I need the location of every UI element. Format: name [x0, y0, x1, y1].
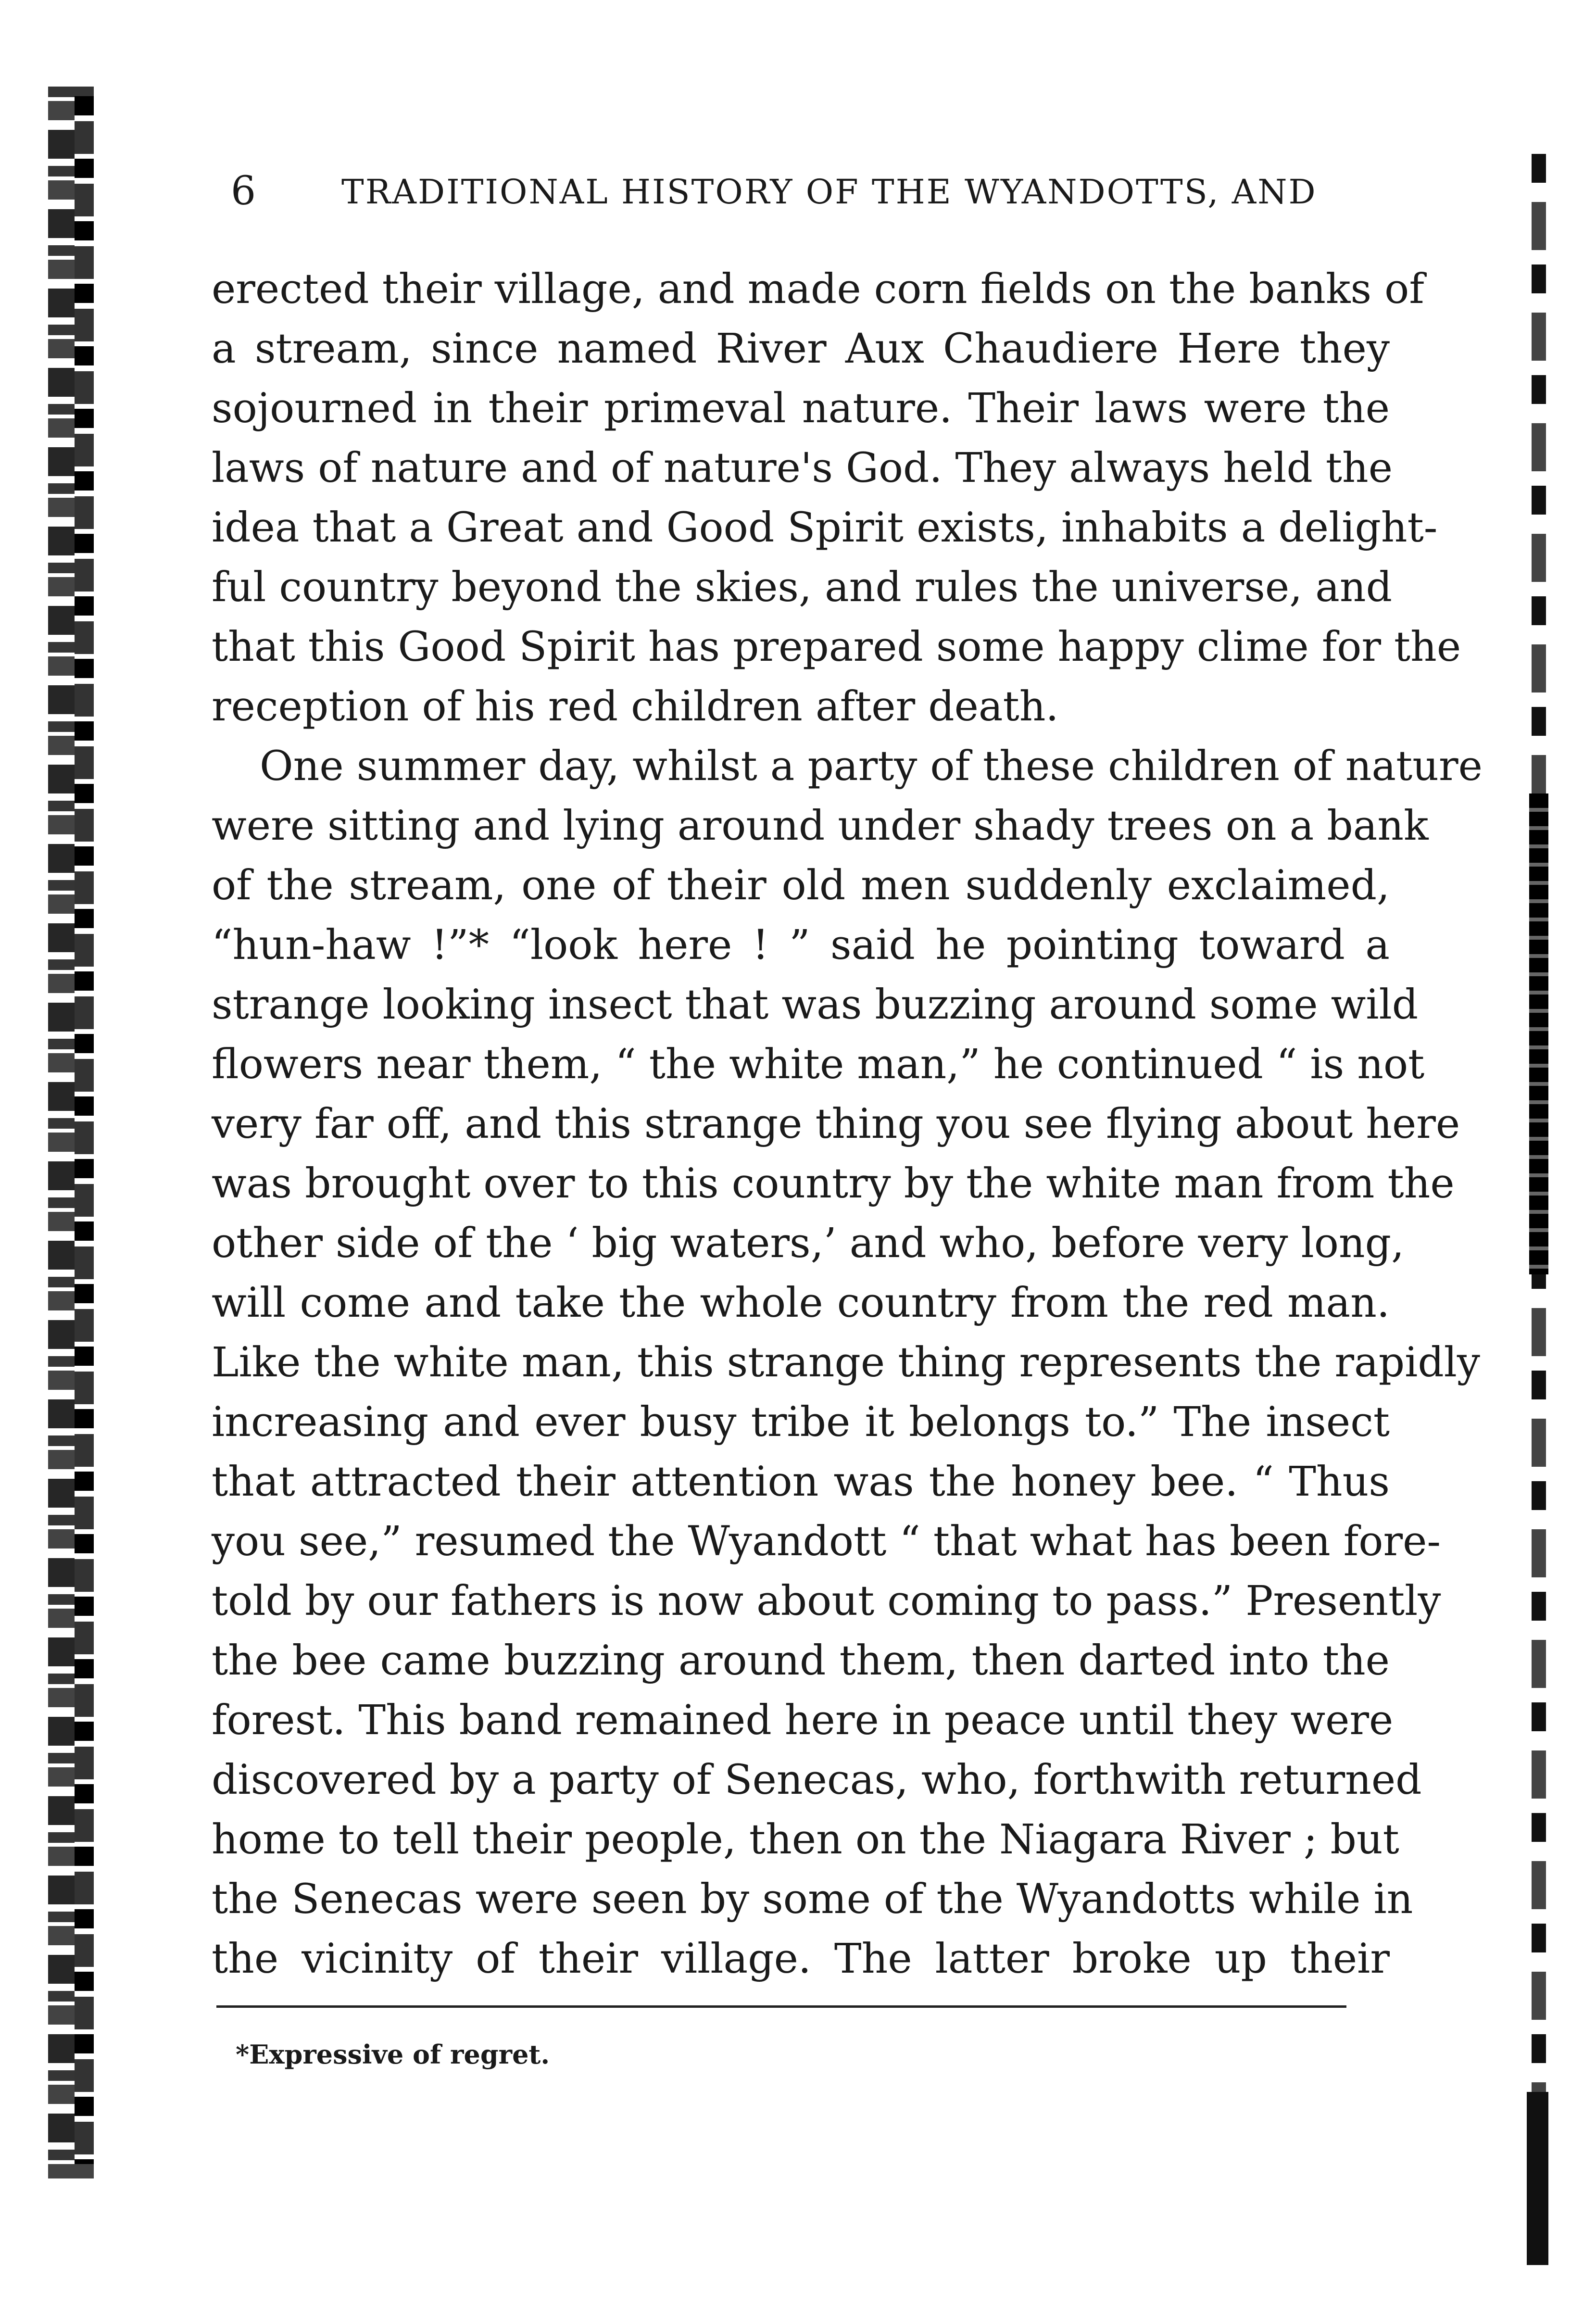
text-line: flowers near them, “ the white man,” he continued “ is not	[212, 1041, 1425, 1088]
text-line: discovered by a party of Senecas, who, forthwith returned	[212, 1756, 1422, 1804]
text-line: increasing and ever busy tribe it belongs to.” The insect	[212, 1398, 1390, 1446]
text-line: told by our fathers is now about coming to pass.” Presently	[212, 1577, 1441, 1625]
text-line: forest. This band remained here in peace until they were	[212, 1697, 1394, 1744]
text-line: sojourned in their primeval nature. Their laws were the	[212, 385, 1390, 432]
text-line: the bee came buzzing around them, then darted into the	[212, 1637, 1390, 1685]
text-line: erected their village, and made corn fields on the banks of	[212, 265, 1424, 313]
text-line: were sitting and lying around under shady trees on a bank	[212, 802, 1429, 850]
text-line: was brought over to this country by the white man from the	[212, 1160, 1455, 1208]
text-line: the vicinity of their village. The latter broke up their	[212, 1935, 1390, 1983]
text-line: One summer day, whilst a party of these children of nature	[260, 743, 1483, 790]
text-line: you see,” resumed the Wyandott “ that what has been fore-	[212, 1518, 1441, 1565]
running-title: TRADITIONAL HISTORY OF THE WYANDOTTS, AND	[341, 172, 1317, 212]
text-line: Like the white man, this strange thing represents the rapidly	[212, 1339, 1480, 1386]
scan-binding-mark-right-bottom	[1527, 2092, 1548, 2265]
text-line: will come and take the whole country from the red man.	[212, 1279, 1390, 1327]
text-line: of the stream, one of their old men suddenly exclaimed,	[212, 862, 1390, 909]
scan-binding-shadow-left	[75, 96, 94, 2164]
text-line: a stream, since named River Aux Chaudiere Here they	[212, 325, 1390, 373]
text-line: other side of the ‘ big waters,’ and who, before very long,	[212, 1220, 1405, 1267]
text-line: “hun-haw !”* “look here ! ” said he pointing toward a	[212, 921, 1390, 969]
text-line: that attracted their attention was the honey bee. “ Thus	[212, 1458, 1390, 1506]
text-line: the Senecas were seen by some of the Wyandotts while in	[212, 1876, 1413, 1923]
text-line: reception of his red children after death.	[212, 683, 1059, 730]
scan-binding-mark-right	[1529, 793, 1548, 1274]
body-text	[212, 260, 1483, 1989]
running-header	[231, 168, 1317, 226]
footnote: *Expressive of regret.	[236, 2039, 550, 2070]
page-number: 6	[231, 168, 258, 214]
text-line: idea that a Great and Good Spirit exists, inhabits a delight-	[212, 504, 1438, 552]
footnote-rule	[216, 2005, 1346, 2008]
text-line: laws of nature and of nature's God. They always held the	[212, 444, 1393, 492]
text-line: strange looking insect that was buzzing around some wild	[212, 981, 1419, 1029]
text-line: that this Good Spirit has prepared some happy clime for the	[212, 623, 1461, 671]
text-line: very far off, and this strange thing you see flying about here	[212, 1100, 1460, 1148]
text-line: ful country beyond the skies, and rules the universe, and	[212, 564, 1393, 611]
text-line: home to tell their people, then on the Niagara River ; but	[212, 1816, 1399, 1863]
